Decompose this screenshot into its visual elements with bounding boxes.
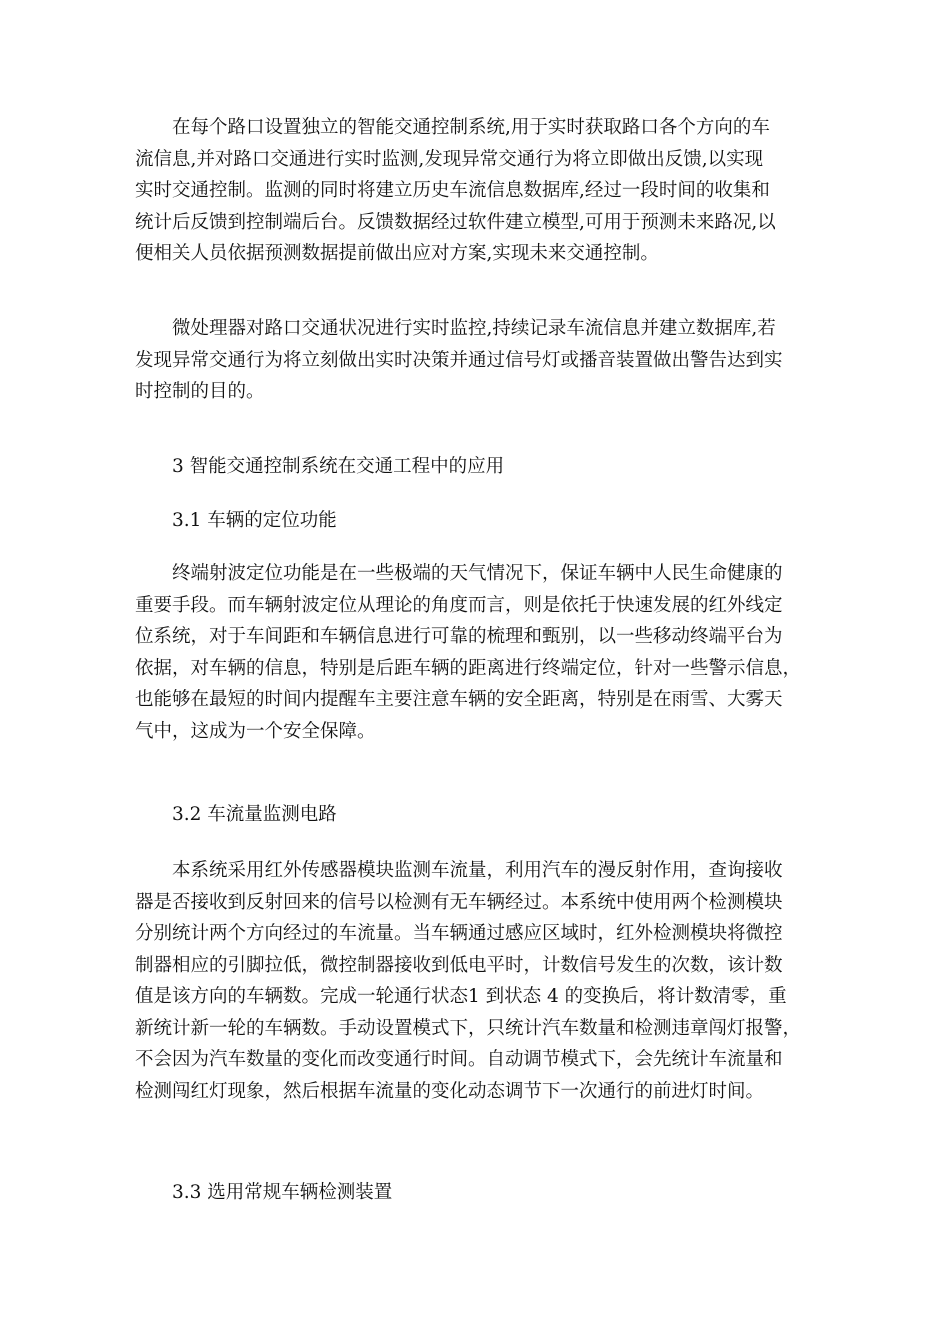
text-line: 新统计新一轮的车辆数。手动设置模式下，只统计汽车数量和检测违章闯灯报警， (135, 1017, 802, 1039)
text-line: 检测闯红灯现象，然后根据车流量的变化动态调节下一次通行的前进灯时间。 (135, 1080, 765, 1102)
section-heading-3-3: 3.3 选用常规车辆检测装置 (172, 1182, 393, 1203)
text-line: 微处理器对路口交通状况进行实时监控,持续记录车流信息并建立数据库,若 (172, 318, 776, 339)
section-heading-3: 3 智能交通控制系统在交通工程中的应用 (172, 456, 505, 477)
text-line: 发现异常交通行为将立刻做出实时决策并通过信号灯或播音装置做出警告达到实 (135, 349, 783, 371)
text-line: 本系统采用红外传感器模块监测车流量，利用汽车的漫反射作用，查询接收 (172, 860, 783, 881)
text-line: 时控制的目的。 (135, 381, 265, 402)
text-line: 便相关人员依据预测数据提前做出应对方案,实现未来交通控制。 (135, 243, 659, 264)
text-line: 在每个路口设置独立的智能交通控制系统,用于实时获取路口各个方向的车 (172, 117, 770, 138)
text-line: 重要手段。而车辆射波定位从理论的角度而言，则是依托于快速发展的红外线定 (135, 594, 783, 616)
section-heading-3-2: 3.2 车流量监测电路 (172, 804, 337, 825)
text-line: 气中，这成为一个安全保障。 (135, 720, 376, 742)
text-line: 实时交通控制。监测的同时将建立历史车流信息数据库,经过一段时间的收集和 (135, 180, 770, 201)
text-line: 流信息,并对路口交通进行实时监测,发现异常交通行为将立即做出反馈,以实现 (135, 148, 764, 170)
text-line: 不会因为汽车数量的变化而改变通行时间。自动调节模式下，会先统计车流量和 (135, 1049, 783, 1070)
text-line: 终端射波定位功能是在一些极端的天气情况下，保证车辆中人民生命健康的 (172, 563, 783, 584)
text-line: 也能够在最短的时间内提醒车主要注意车辆的安全距离，特别是在雨雪、大雾天 (135, 689, 783, 710)
text-line: 分别统计两个方向经过的车流量。当车辆通过感应区域时，红外检测模块将微控 (135, 923, 783, 944)
text-line: 统计后反馈到控制端后台。反馈数据经过软件建立模型,可用于预测未来路况,以 (135, 211, 776, 233)
text-line: 依据，对车辆的信息，特别是后距车辆的距离进行终端定位，针对一些警示信息， (135, 657, 802, 679)
text-line: 值是该方向的车辆数。完成一轮通行状态1 到状态 4 的变换后，将计数清零，重 (135, 986, 787, 1007)
section-heading-3-1: 3.1 车辆的定位功能 (172, 510, 337, 531)
paragraph-microprocessor (135, 313, 815, 408)
text-line: 制器相应的引脚拉低，微控制器接收到低电平时，计数信号发生的次数，该计数 (135, 954, 783, 976)
text-line: 器是否接收到反射回来的信号以检测有无车辆经过。本系统中使用两个检测模块 (135, 891, 783, 913)
paragraph-traffic-control-system (135, 112, 815, 270)
paragraph-traffic-flow-monitoring (135, 855, 815, 1107)
paragraph-vehicle-positioning (135, 558, 815, 747)
text-line: 位系统，对于车间距和车辆信息进行可靠的梳理和甄别，以一些移动终端平台为 (135, 626, 783, 647)
